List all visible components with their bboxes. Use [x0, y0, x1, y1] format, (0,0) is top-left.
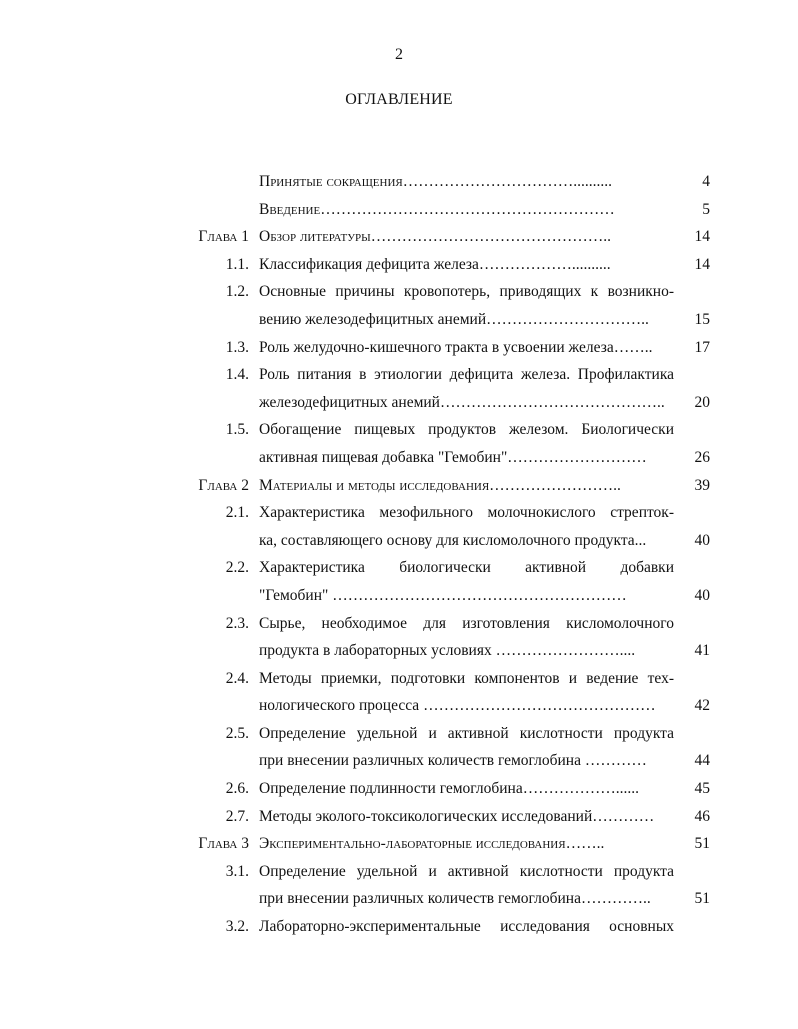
toc-page: 26	[694, 448, 710, 466]
toc-page: 20	[694, 393, 710, 411]
toc-number: 2.3.	[225, 614, 249, 632]
toc-row-chapter-1	[0, 223, 798, 251]
toc-number: 2.5.	[225, 724, 249, 742]
toc-number: 3.2.	[225, 918, 249, 936]
toc-number: 2.4.	[225, 669, 249, 687]
toc-row	[0, 278, 798, 306]
toc-page: 4	[702, 173, 710, 190]
toc-text: Сырье, необходимое для изготовления кисломолочного	[259, 614, 674, 632]
toc-number: 1.1.	[225, 255, 249, 273]
toc-text: "Гемобин" …………………………………………………	[259, 586, 627, 604]
toc-text: Роль желудочно-кишечного тракта в усвоении железа……..	[259, 338, 653, 356]
toc-page: 40	[694, 586, 710, 604]
toc-row	[0, 885, 798, 913]
toc-row	[0, 389, 798, 417]
toc-row	[0, 444, 798, 472]
toc-page: 39	[694, 476, 710, 494]
toc-number: Глава 3	[198, 835, 249, 853]
toc-number: 1.5.	[225, 421, 249, 439]
toc-row-introduction	[0, 196, 798, 224]
toc-page: 46	[694, 807, 710, 825]
toc-number: 2.1.	[225, 504, 249, 522]
toc-page: 40	[694, 531, 710, 549]
toc-number: 3.1.	[225, 862, 249, 880]
toc-text: Принятые сокращения……………………………..........	[259, 173, 613, 190]
toc-page: 41	[694, 642, 710, 660]
toc-text: при внесении различных количеств гемоглобина …………	[259, 752, 647, 770]
toc-row	[0, 499, 798, 527]
toc-number: 2.7.	[225, 807, 249, 825]
page-title: ОГЛАВЛЕНИЕ	[345, 91, 453, 108]
toc-text: Обзор литературы………………………………………..	[259, 228, 611, 246]
toc-text: Характеристика мезофильного молочнокислого стрепток-	[259, 504, 674, 522]
toc-text: Обогащение пищевых продуктов железом. Биологически	[259, 421, 674, 439]
toc-text: нологического процесса ………………………………………	[259, 697, 656, 715]
toc-row	[0, 306, 798, 334]
toc-text: Методы приемки, подготовки компонентов и ведение тех-	[259, 669, 674, 687]
toc-row	[0, 251, 798, 279]
toc-row	[0, 637, 798, 665]
toc-text: продукта в лабораторных условиях ……………………....	[259, 642, 636, 660]
toc-number: 1.4.	[225, 366, 249, 384]
toc-row	[0, 913, 798, 941]
toc-text: Лабораторно-экспериментальные исследования основных	[259, 918, 674, 936]
toc-row	[0, 361, 798, 389]
toc-text: вению железодефицитных анемий…………………………..	[259, 310, 649, 328]
toc-row-abbreviations	[0, 168, 798, 196]
toc-text: Определение удельной и активной кислотности продукта	[259, 724, 674, 742]
toc-row	[0, 720, 798, 748]
page-number: 2	[395, 46, 403, 63]
toc-text: Экспериментально-лабораторные исследования……..	[259, 835, 605, 853]
toc-row	[0, 334, 798, 362]
toc-row	[0, 582, 798, 610]
toc-page: 42	[694, 697, 710, 715]
toc-page: 44	[694, 752, 710, 770]
toc-text: Основные причины кровопотерь, приводящих к возникно-	[259, 283, 674, 301]
toc-number: 2.6.	[225, 780, 249, 798]
toc-row	[0, 803, 798, 831]
toc-page: 17	[694, 338, 710, 356]
toc-number: Глава 2	[198, 476, 249, 494]
toc-row	[0, 527, 798, 555]
table-of-contents	[0, 168, 798, 941]
toc-text: активная пищевая добавка "Гемобин"………………………	[259, 448, 647, 466]
toc-row	[0, 665, 798, 693]
toc-text: Методы эколого-токсикологических исследований…………	[259, 807, 655, 825]
toc-row	[0, 554, 798, 582]
toc-row	[0, 692, 798, 720]
toc-page: 45	[694, 780, 710, 798]
toc-row-chapter-2	[0, 472, 798, 500]
toc-text: Классификация дефицита железа………………..........	[259, 255, 611, 273]
toc-text: Материалы и методы исследования……………………..	[259, 476, 621, 494]
toc-row	[0, 775, 798, 803]
toc-text: Роль питания в этиологии дефицита железа. Профилактика	[259, 366, 674, 384]
toc-text: при внесении различных количеств гемоглобина…………..	[259, 890, 651, 908]
toc-number: 1.2.	[225, 283, 249, 301]
toc-row	[0, 416, 798, 444]
toc-number: 1.3.	[225, 338, 249, 356]
toc-text: Определение удельной и активной кислотности продукта	[259, 862, 674, 880]
toc-row	[0, 610, 798, 638]
toc-row	[0, 747, 798, 775]
toc-row	[0, 858, 798, 886]
toc-page: 5	[702, 200, 710, 218]
toc-page: 14	[694, 228, 710, 246]
toc-row-chapter-3	[0, 830, 798, 858]
toc-text: Введение…………………………………………………	[259, 200, 615, 218]
toc-text: Определение подлинности гемоглобина………………......	[259, 780, 639, 798]
toc-number: 2.2.	[225, 559, 249, 577]
toc-text: ка, составляющего основу для кисломолочного продукта...	[259, 531, 647, 549]
toc-text: Характеристика биологически активной добавки	[259, 559, 674, 577]
toc-text: железодефицитных анемий……………………………………..	[259, 393, 665, 411]
toc-page: 51	[694, 890, 710, 908]
toc-page: 15	[694, 310, 710, 328]
toc-number: Глава 1	[198, 228, 249, 246]
toc-page: 51	[694, 835, 710, 853]
toc-page: 14	[694, 255, 710, 273]
